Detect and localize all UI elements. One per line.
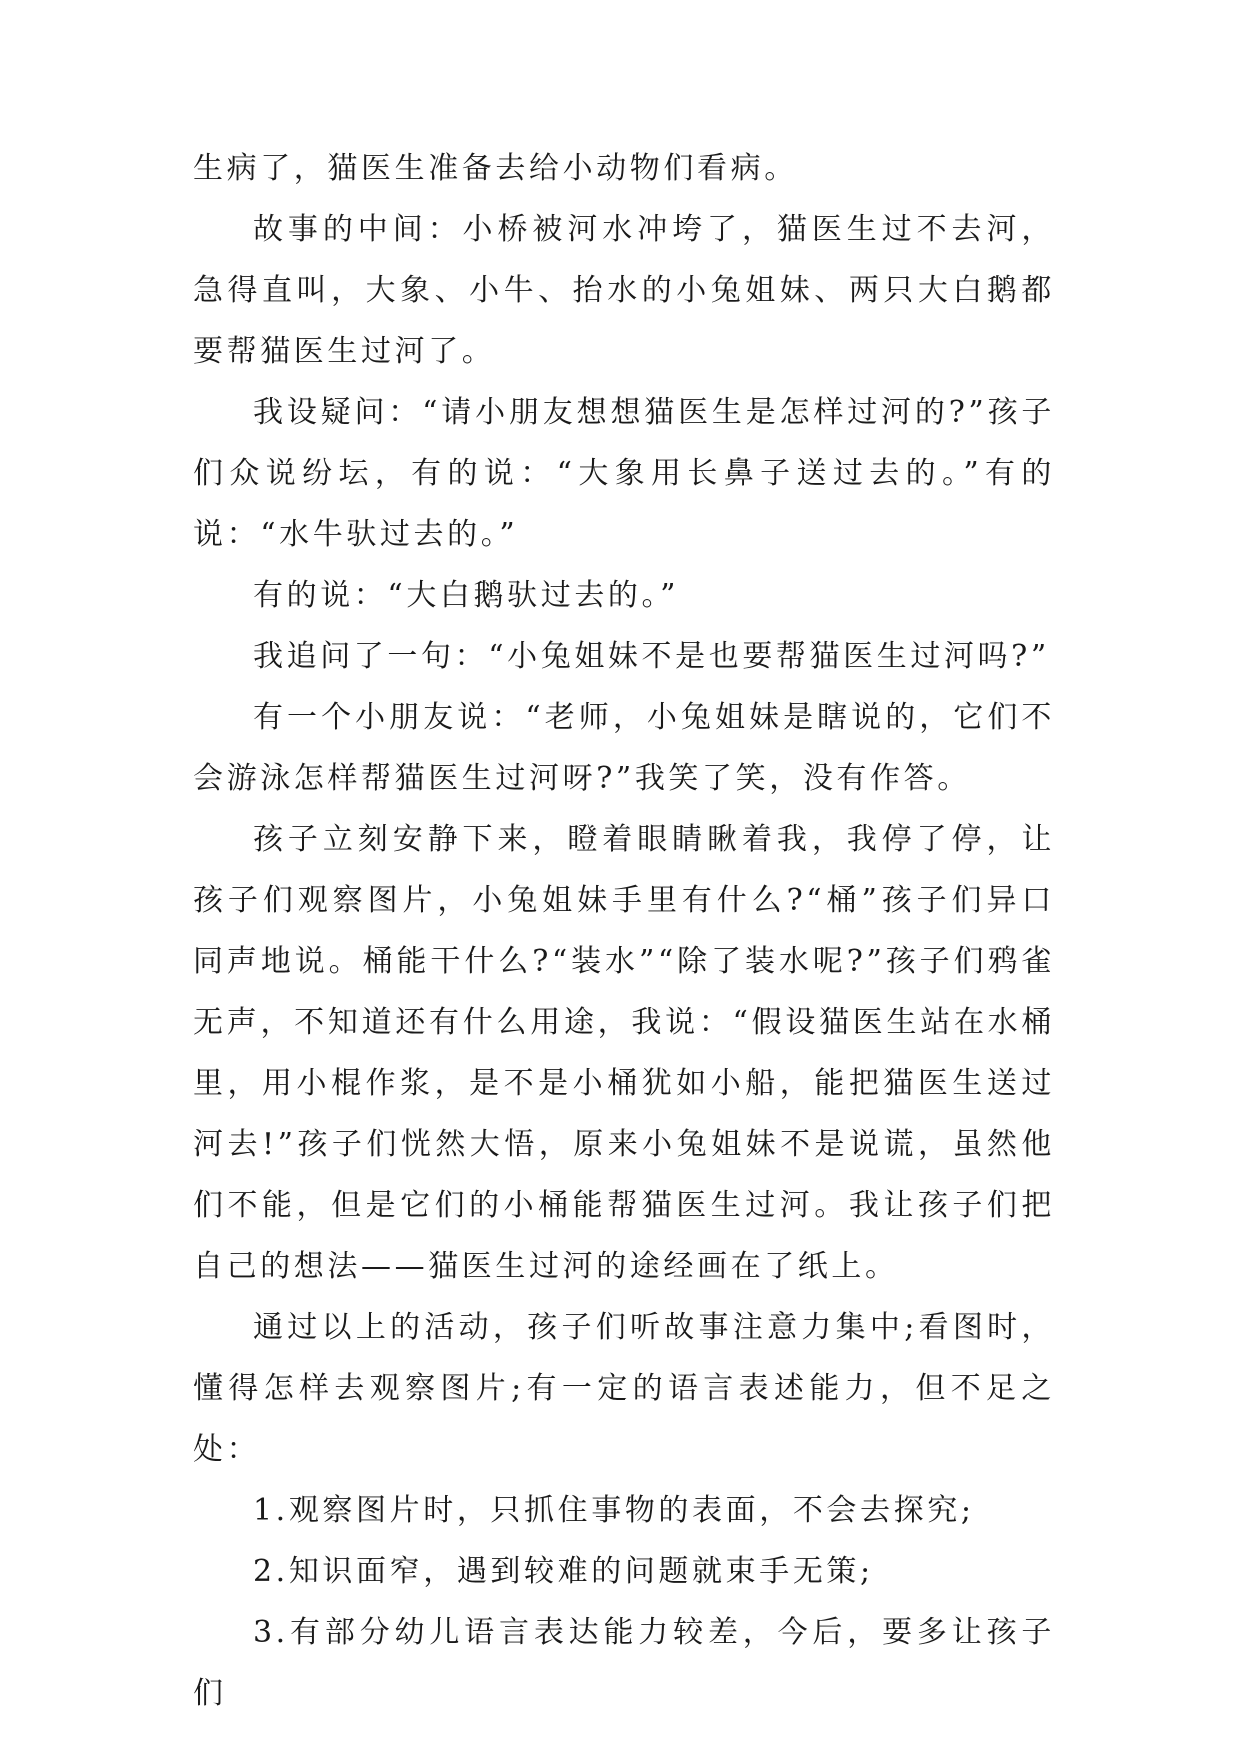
list-item-2: 2.知识面窄，遇到较难的问题就束手无策; [253,1554,874,1589]
paragraph-1: 生病了，猫医生准备去给小动物们看病。 [193,151,798,186]
list-item-3: 3.有部分幼儿语言表达能力较差，今后，要多让孩子们 [193,1615,1055,1711]
document-page [193,138,1055,1724]
paragraph-3: 我设疑问：“请小朋友想想猫医生是怎样过河的?”孩子们众说纷坛，有的说：“大象用长鼻子送过去的。”有的说：“水牛驮过去的。” [193,395,1055,552]
list-item-1: 1.观察图片时，只抓住事物的表面，不会去探究; [253,1493,975,1528]
paragraph-7: 孩子立刻安静下来，瞪着眼睛瞅着我，我停了停，让孩子们观察图片，小兔姐妹手里有什么?“桶”孩子们异口同声地说。桶能干什么?“装水”“除了装水呢?”孩子们鸦雀无声，不知道还有什么用途，我说：“假设猫医生站在水桶里，用小棍作浆，是不是小桶犹如小船，能把猫医生送过河去!”孩子们恍然大悟，原来小兔姐妹不是说谎，虽然他们不能，但是它们的小桶能帮猫医生过河。我让孩子们把自己的想法——猫医生过河的途经画在了纸上。 [193,822,1055,1284]
paragraph-4: 有的说：“大白鹅驮过去的。” [253,578,680,613]
paragraph-8: 通过以上的活动，孩子们听故事注意力集中;看图时，懂得怎样去观察图片;有一定的语言表述能力，但不足之处： [193,1310,1055,1467]
paragraph-5: 我追问了一句：“小兔姐妹不是也要帮猫医生过河吗?” [253,639,1050,674]
paragraph-2: 故事的中间：小桥被河水冲垮了，猫医生过不去河，急得直叫，大象、小牛、抬水的小兔姐妹、两只大白鹅都要帮猫医生过河了。 [193,212,1055,369]
paragraph-6: 有一个小朋友说：“老师，小兔姐妹是瞎说的，它们不会游泳怎样帮猫医生过河呀?”我笑了笑，没有作答。 [193,700,1055,796]
